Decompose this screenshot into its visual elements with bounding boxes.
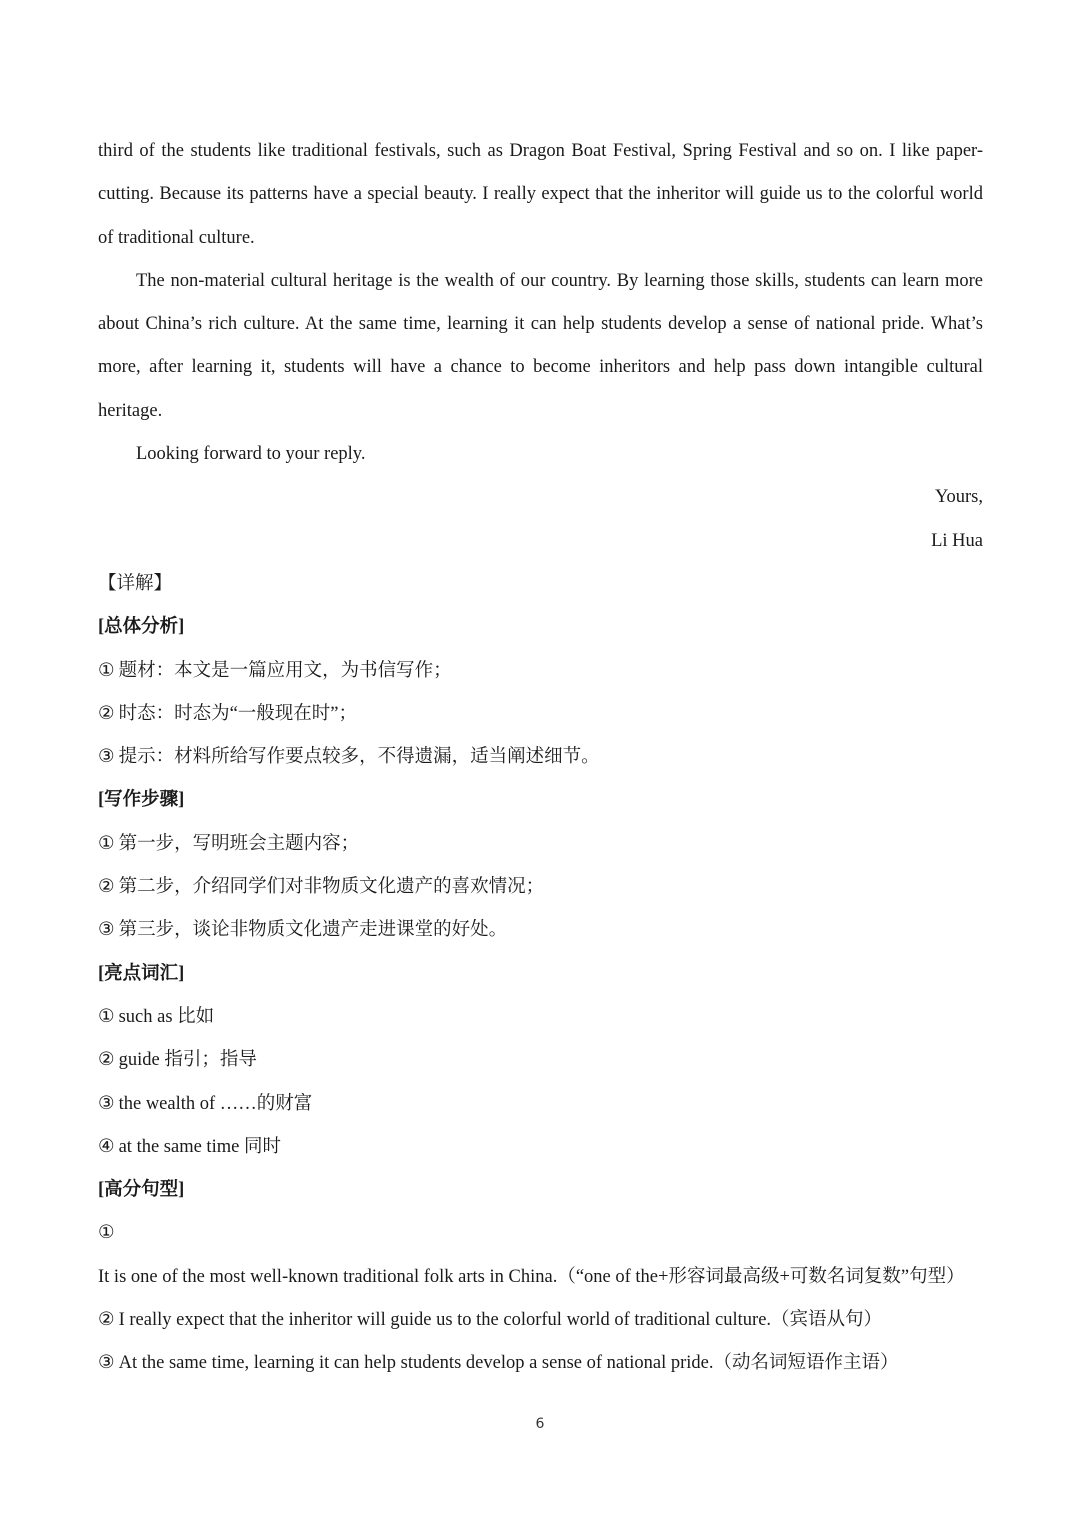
item-text: 题材：本文是一篇应用文，为书信写作； xyxy=(118,660,452,681)
item-text: 第三步，谈论非物质文化遗产走进课堂的好处。 xyxy=(118,920,508,941)
item-number: ③ xyxy=(98,1093,115,1114)
item-text: 第一步，写明班会主题内容； xyxy=(118,833,360,854)
item-number: ③ xyxy=(98,1353,115,1374)
list-item xyxy=(98,1212,983,1299)
letter-signoff: Yours, xyxy=(935,487,983,508)
item-number: ① xyxy=(98,833,115,854)
item-number: ② xyxy=(98,703,115,724)
item-number: ② xyxy=(98,1050,115,1071)
item-text: It is one of the most well-known traditional folk arts in China.（“one of the+形容词最高级+可数名词复数”句型） xyxy=(98,1266,965,1287)
item-number: ② xyxy=(98,1310,115,1331)
section-title: [总体分析] xyxy=(98,617,185,638)
list-item xyxy=(98,909,983,952)
section-title: [写作步骤] xyxy=(98,790,185,811)
item-text: 提示：材料所给写作要点较多，不得遗漏，适当阐述细节。 xyxy=(118,747,600,768)
section-title: [高分句型] xyxy=(98,1180,185,1201)
letter-paragraph: third of the students like traditional festivals, such as Dragon Boat Festival, Spring Festival and so on. I like paper-cutting. Because its patterns have a special beauty. I really expect that the inheritor will guide us to the colorful world of traditional culture. xyxy=(98,141,983,248)
item-text: the wealth of ……的财富 xyxy=(118,1093,313,1114)
list-item xyxy=(98,823,983,866)
item-text: at the same time 同时 xyxy=(118,1136,281,1157)
letter-closing: Looking forward to your reply. xyxy=(136,444,366,465)
item-text: such as 比如 xyxy=(118,1006,215,1027)
item-text: 时态：时态为“一般现在时”； xyxy=(118,703,358,724)
list-item xyxy=(98,1342,983,1385)
item-number: ③ xyxy=(98,747,115,768)
list-item xyxy=(98,693,983,736)
item-number: ③ xyxy=(98,920,115,941)
item-text: I really expect that the inheritor will guide us to the colorful world of traditional culture.（宾语从句） xyxy=(118,1310,883,1331)
list-item xyxy=(98,736,983,779)
letter-signature: Li Hua xyxy=(931,530,983,551)
list-item xyxy=(98,650,983,693)
list-item xyxy=(98,1083,983,1126)
list-item xyxy=(98,1299,983,1342)
item-text: guide 指引；指导 xyxy=(118,1050,257,1071)
list-item xyxy=(98,1039,983,1082)
item-number: ① xyxy=(98,1223,115,1244)
list-item xyxy=(98,866,983,909)
item-text: 第二步，介绍同学们对非物质文化遗产的喜欢情况； xyxy=(118,877,545,898)
item-number: ① xyxy=(98,1006,115,1027)
analysis-heading: 【详解】 xyxy=(98,573,173,594)
page-number: 6 xyxy=(535,1416,545,1432)
item-number: ④ xyxy=(98,1136,115,1157)
list-item xyxy=(98,1126,983,1169)
page-content xyxy=(98,130,983,1386)
item-number: ② xyxy=(98,877,115,898)
list-item xyxy=(98,996,983,1039)
section-title: [亮点词汇] xyxy=(98,963,185,984)
item-text: At the same time, learning it can help students develop a sense of national pride.（动名词短语作主语） xyxy=(118,1353,899,1374)
item-number: ① xyxy=(98,660,115,681)
letter-paragraph: The non-material cultural heritage is the wealth of our country. By learning those skills, students can learn more about China’s rich culture. At the same time, learning it can help students develop a sense of national pride. What’s more, after learning it, students will have a chance to become inheritors and help pass down intangible cultural heritage. xyxy=(98,270,983,421)
